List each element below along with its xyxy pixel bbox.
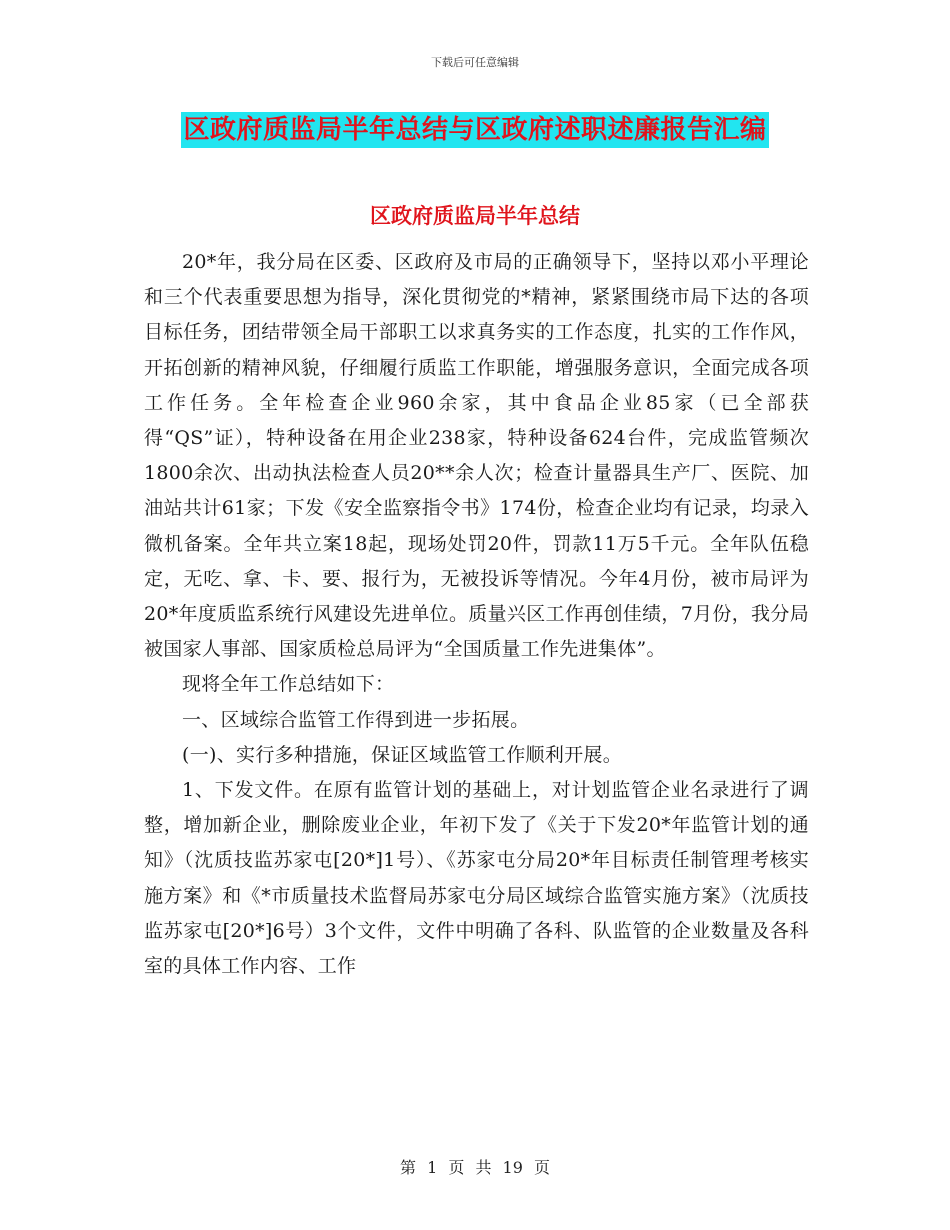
paragraph-heading-1: 一、区域综合监管工作得到进一步拓展。 (182, 708, 530, 731)
page-number: 第 1 页 共 19 页 (400, 1158, 550, 1177)
main-title: 区政府质监局半年总结与区政府述职述廉报告汇编 (181, 112, 768, 148)
section-title: 区政府质监局半年总结 (370, 204, 580, 228)
paragraph-item-1: 1、下发文件。在原有监管计划的基础上，对计划监管企业名录进行了调整，增加新企业，删除废业企业，年初下发了《关于下发20*年监管计划的通知》（沈质技监苏家屯[20*]1号）、《苏家屯分局20*年目标责任制管理考核实施方案》和《*市质量技术监督局苏家屯分局区域综合监管实施方案》（沈质技监苏家屯[20*]6号）3个文件，文件中明确了各科、队监管的企业数量及各科室的具体工作内容、工作 (144, 779, 809, 978)
paragraph-summary-lead: 现将全年工作总结如下： (182, 673, 395, 696)
paragraph-intro: 20*年，我分局在区委、区政府及市局的正确领导下，坚持以邓小平理论和三个代表重要思想为指导，深化贯彻党的*精神，紧紧围绕市局下达的各项目标任务，团结带领全局干部职工以求真务实的工作态度，扎实的工作作风，开拓创新的精神风貌，仔细履行质监工作职能，增强服务意识，全面完成各项工作任务。全年检查企业960余家，其中食品企业85家（已全部获得“QS”证），特种设备在用企业238家，特种设备624台件，完成监管频次1800余次、出动执法检查人员20**余人次；检查计量器具生产厂、医院、加油站共计61家；下发《安全监察指令书》174份，检查企业均有记录，均录入微机备案。全年共立案18起，现场处罚20件，罚款11万5千元。全年队伍稳定，无吃、拿、卡、要、报行为，无被投诉等情况。今年4月份，被市局评为20*年度质监系统行风建设先进单位。质量兴区工作再创佳绩，7月份，我分局被国家人事部、国家质检总局评为“全国质量工作先进集体”。 (144, 251, 809, 661)
paragraph-heading-1-1: (一)、实行多种措施，保证区域监管工作顺利开展。 (182, 743, 623, 766)
document-body (144, 245, 809, 984)
header-note: 下载后可任意编辑 (431, 56, 519, 69)
main-title-container (0, 112, 950, 148)
